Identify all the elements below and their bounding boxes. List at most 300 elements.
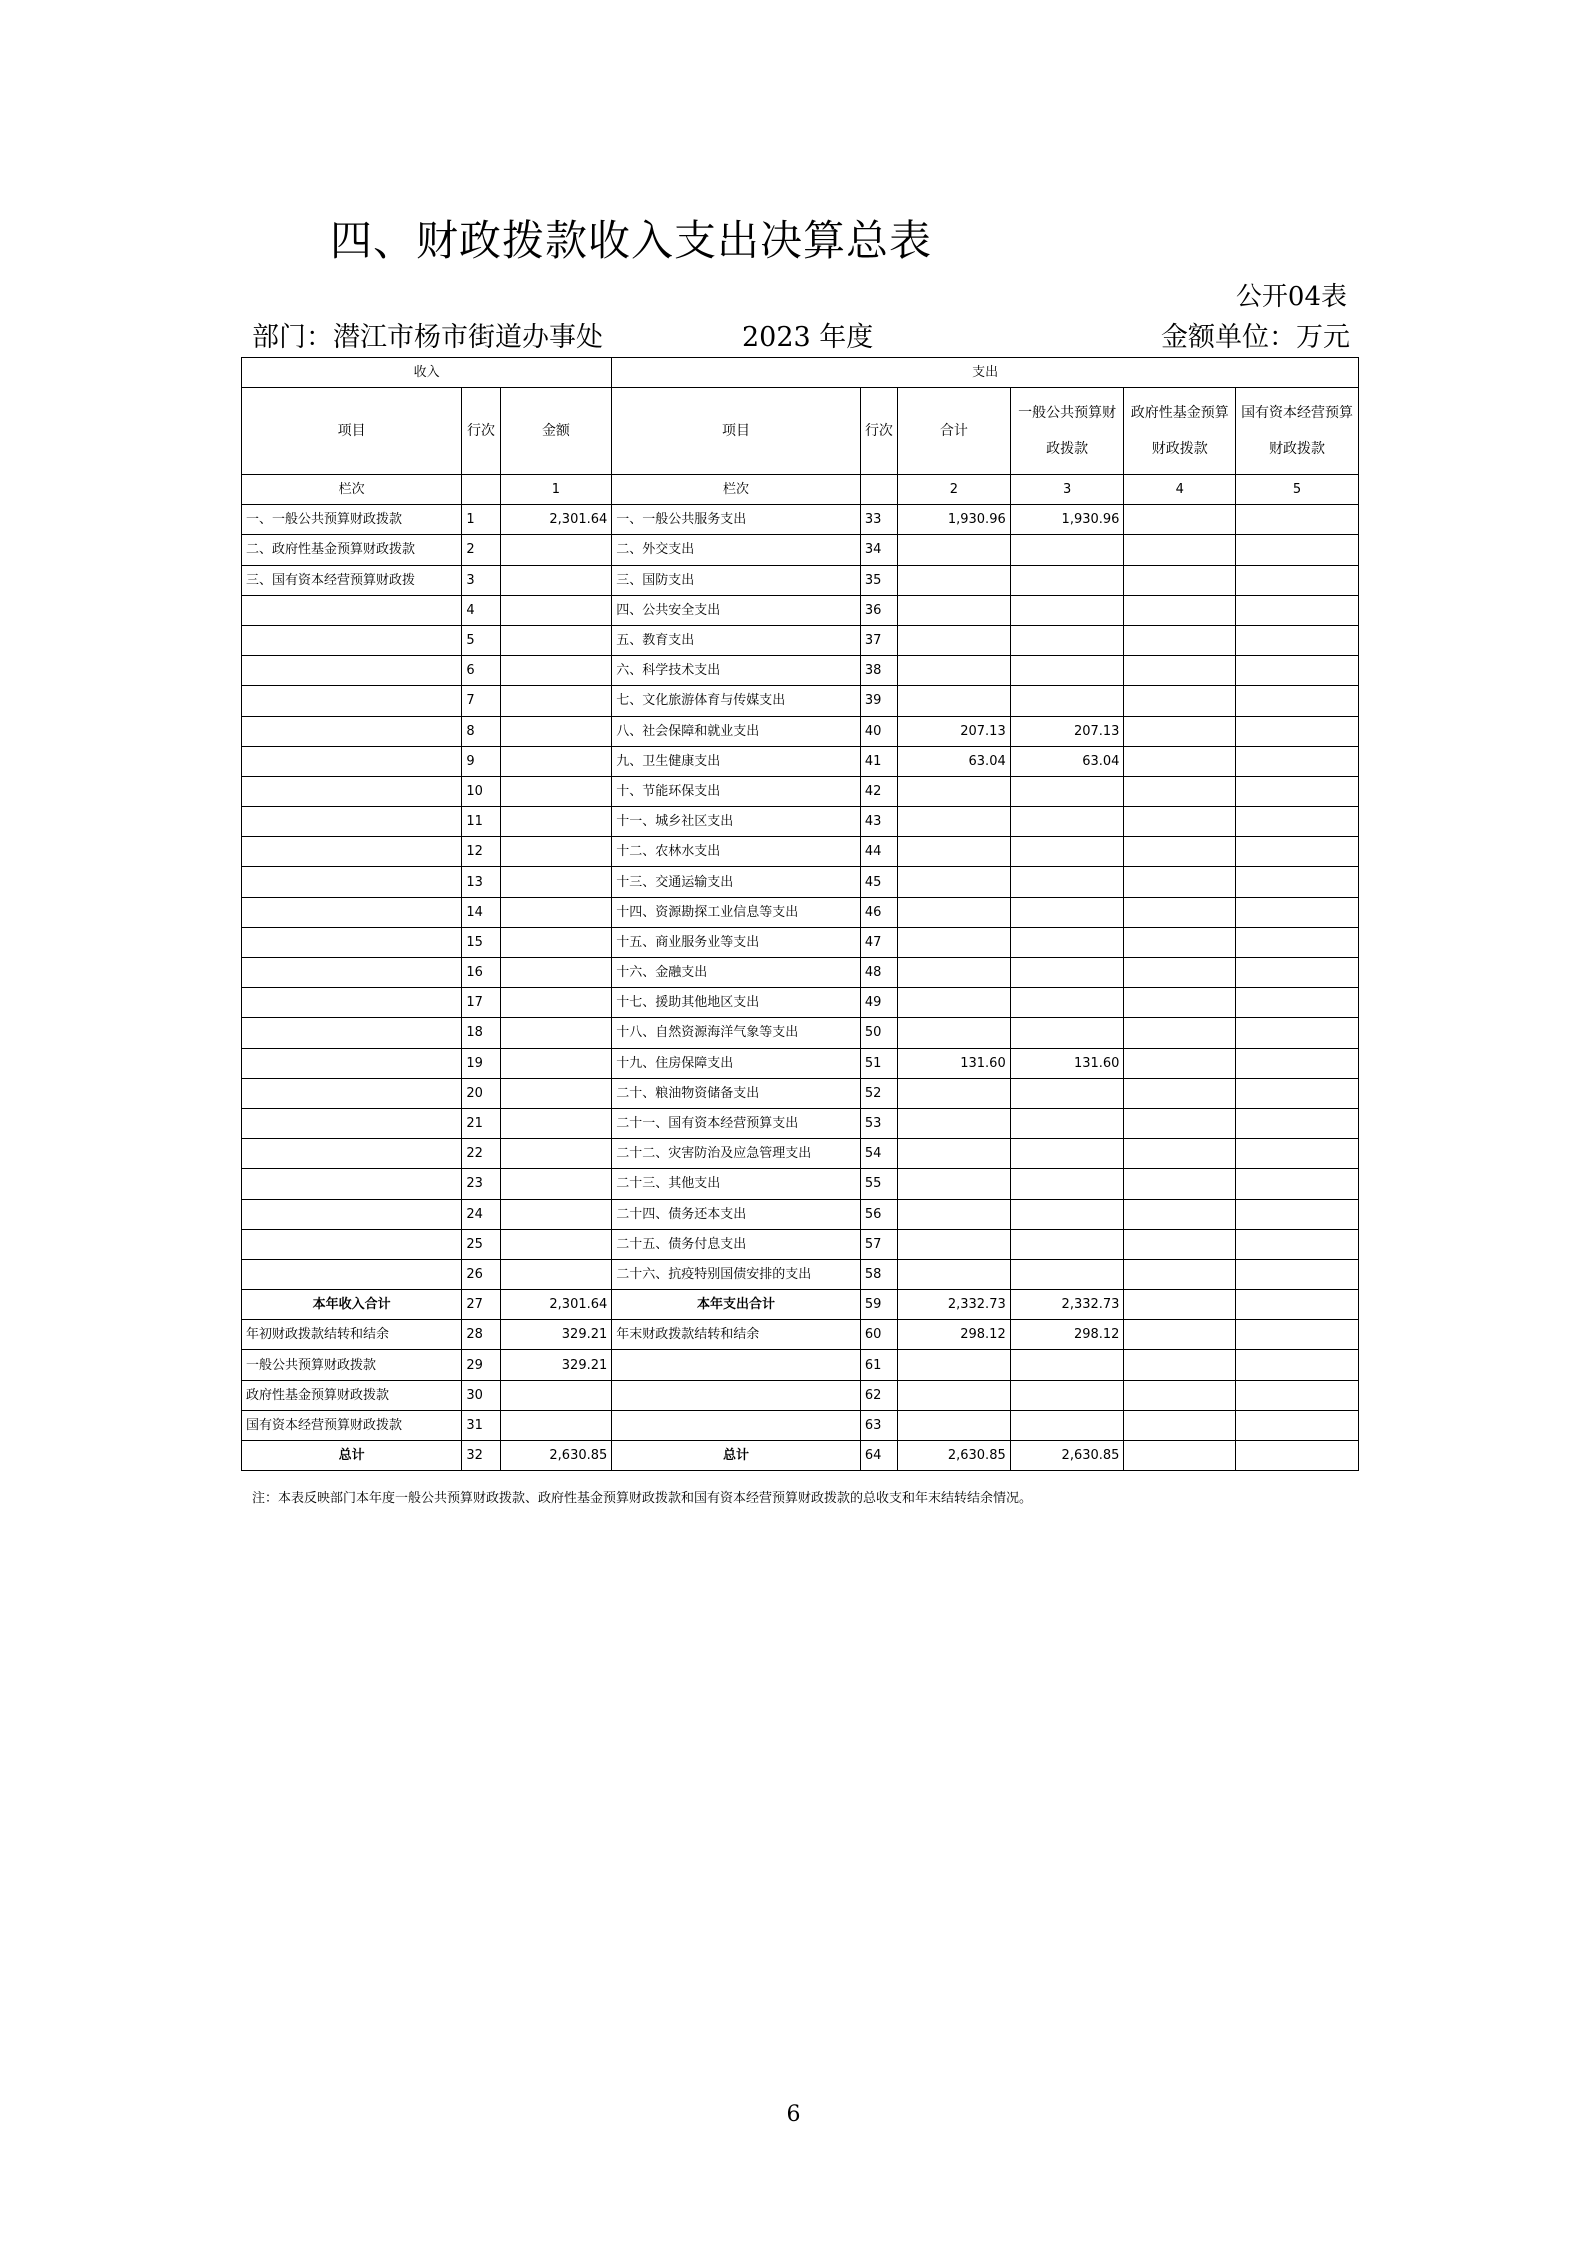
expense-seq-cell: 61 xyxy=(860,1350,897,1380)
income-seq-cell: 15 xyxy=(462,927,500,957)
expense-total-cell xyxy=(898,897,1011,927)
table-row xyxy=(242,1108,1359,1138)
expense-state-cell xyxy=(1236,686,1359,716)
expense-item-cell: 五、教育支出 xyxy=(612,625,861,655)
expense-fund-cell xyxy=(1124,867,1236,897)
table-row xyxy=(242,1259,1359,1289)
page-number: 6 xyxy=(786,2102,801,2127)
expense-general-cell xyxy=(1010,1199,1124,1229)
expense-state-cell xyxy=(1236,867,1359,897)
expense-item-cell: 六、科学技术支出 xyxy=(612,656,861,686)
expense-seq-cell: 51 xyxy=(860,1048,897,1078)
income-item-cell: 政府性基金预算财政拨款 xyxy=(242,1380,462,1410)
expense-total-cell: 63.04 xyxy=(898,746,1011,776)
expense-state-cell xyxy=(1236,1320,1359,1350)
expense-seq-cell: 57 xyxy=(860,1229,897,1259)
expense-general-cell xyxy=(1010,807,1124,837)
table-row xyxy=(242,867,1359,897)
expense-state-cell xyxy=(1236,1229,1359,1259)
income-item-cell xyxy=(242,837,462,867)
income-amount-cell xyxy=(500,1108,612,1138)
group-header-row xyxy=(242,358,1359,388)
income-col-label: 栏次 xyxy=(242,475,462,505)
expense-state-cell xyxy=(1236,1078,1359,1108)
expense-state-cell xyxy=(1236,1169,1359,1199)
income-item-cell xyxy=(242,1078,462,1108)
income-seq-cell: 3 xyxy=(462,565,500,595)
income-seq-cell: 1 xyxy=(462,505,500,535)
expense-general-cell xyxy=(1010,595,1124,625)
table-row xyxy=(242,1410,1359,1440)
expense-fund-cell xyxy=(1124,988,1236,1018)
col-index-1: 1 xyxy=(500,475,612,505)
table-row xyxy=(242,927,1359,957)
expense-seq-cell: 54 xyxy=(860,1139,897,1169)
expense-seq-cell: 44 xyxy=(860,837,897,867)
expense-item-cell: 十、节能环保支出 xyxy=(612,776,861,806)
table-row xyxy=(242,535,1359,565)
expense-state-cell xyxy=(1236,1048,1359,1078)
expense-seq-cell: 34 xyxy=(860,535,897,565)
expense-item-header: 项目 xyxy=(612,388,861,475)
expense-fund-cell xyxy=(1124,1259,1236,1289)
expense-state-cell xyxy=(1236,1108,1359,1138)
income-seq-cell: 25 xyxy=(462,1229,500,1259)
table-row xyxy=(242,1380,1359,1410)
expense-fund-cell xyxy=(1124,1229,1236,1259)
expense-state-cell xyxy=(1236,595,1359,625)
expense-item-cell: 三、国防支出 xyxy=(612,565,861,595)
income-amount-cell xyxy=(500,958,612,988)
income-seq-cell: 19 xyxy=(462,1048,500,1078)
income-seq-cell: 9 xyxy=(462,746,500,776)
expense-item-cell: 十二、农林水支出 xyxy=(612,837,861,867)
income-seq-cell: 13 xyxy=(462,867,500,897)
expense-seq-header: 行次 xyxy=(860,388,897,475)
table-row xyxy=(242,1139,1359,1169)
expense-fund-cell xyxy=(1124,1169,1236,1199)
expense-item-cell: 四、公共安全支出 xyxy=(612,595,861,625)
expense-fund-cell xyxy=(1124,1380,1236,1410)
expense-general-cell xyxy=(1010,1018,1124,1048)
income-item-cell xyxy=(242,807,462,837)
expense-total-cell: 2,630.85 xyxy=(898,1441,1011,1471)
expense-seq-cell: 59 xyxy=(860,1290,897,1320)
expense-item-cell: 十一、城乡社区支出 xyxy=(612,807,861,837)
income-seq-cell: 10 xyxy=(462,776,500,806)
income-item-cell xyxy=(242,927,462,957)
form-number: 公开04表 xyxy=(1235,282,1347,312)
expense-state-cell xyxy=(1236,1139,1359,1169)
income-item-cell xyxy=(242,1169,462,1199)
col-index-4: 4 xyxy=(1124,475,1236,505)
expense-fund-cell xyxy=(1124,1320,1236,1350)
income-seq-cell: 7 xyxy=(462,686,500,716)
expense-general-cell xyxy=(1010,1410,1124,1440)
income-seq-cell: 14 xyxy=(462,897,500,927)
expense-state-cell xyxy=(1236,1410,1359,1440)
income-seq-cell: 32 xyxy=(462,1441,500,1471)
income-item-cell xyxy=(242,595,462,625)
table-row xyxy=(242,1320,1359,1350)
column-index-row xyxy=(242,475,1359,505)
income-seq-cell: 4 xyxy=(462,595,500,625)
income-item-cell xyxy=(242,776,462,806)
income-item-cell xyxy=(242,625,462,655)
expense-item-cell: 二、外交支出 xyxy=(612,535,861,565)
expense-seq-index xyxy=(860,475,897,505)
income-amount-cell xyxy=(500,1410,612,1440)
income-seq-cell: 31 xyxy=(462,1410,500,1440)
expense-general-cell xyxy=(1010,1380,1124,1410)
expense-item-cell xyxy=(612,1350,861,1380)
expense-general-cell xyxy=(1010,1350,1124,1380)
income-item-cell: 一般公共预算财政拨款 xyxy=(242,1350,462,1380)
income-amount-cell xyxy=(500,807,612,837)
income-item-cell xyxy=(242,686,462,716)
expense-state-cell xyxy=(1236,1259,1359,1289)
expense-fund-cell xyxy=(1124,505,1236,535)
expense-group-header: 支出 xyxy=(612,358,1359,388)
expense-total-cell xyxy=(898,837,1011,867)
expense-total-cell xyxy=(898,595,1011,625)
expense-total-cell xyxy=(898,1229,1011,1259)
income-amount-cell xyxy=(500,1078,612,1108)
income-amount-cell: 2,301.64 xyxy=(500,1290,612,1320)
expense-item-cell: 十九、住房保障支出 xyxy=(612,1048,861,1078)
expense-state-cell xyxy=(1236,565,1359,595)
expense-state-cell xyxy=(1236,776,1359,806)
table-row xyxy=(242,505,1359,535)
expense-general-cell: 131.60 xyxy=(1010,1048,1124,1078)
expense-seq-cell: 33 xyxy=(860,505,897,535)
income-amount-cell xyxy=(500,927,612,957)
income-item-cell xyxy=(242,867,462,897)
expense-item-cell: 八、社会保障和就业支出 xyxy=(612,716,861,746)
expense-state-cell xyxy=(1236,1018,1359,1048)
expense-total-cell xyxy=(898,776,1011,806)
expense-item-cell: 十六、金融支出 xyxy=(612,958,861,988)
table-row xyxy=(242,1018,1359,1048)
expense-total-cell xyxy=(898,807,1011,837)
income-amount-cell: 329.21 xyxy=(500,1350,612,1380)
expense-seq-cell: 50 xyxy=(860,1018,897,1048)
income-seq-cell: 18 xyxy=(462,1018,500,1048)
expense-general-cell: 2,332.73 xyxy=(1010,1290,1124,1320)
expense-state-cell xyxy=(1236,1290,1359,1320)
table-row xyxy=(242,716,1359,746)
expense-seq-cell: 38 xyxy=(860,656,897,686)
income-item-cell xyxy=(242,1199,462,1229)
expense-total-cell xyxy=(898,958,1011,988)
income-seq-cell: 2 xyxy=(462,535,500,565)
expense-general-cell xyxy=(1010,1259,1124,1289)
expense-state-cell xyxy=(1236,927,1359,957)
income-amount-cell xyxy=(500,867,612,897)
income-item-cell: 一、一般公共预算财政拨款 xyxy=(242,505,462,535)
expense-total-cell xyxy=(898,1108,1011,1138)
expense-item-cell: 七、文化旅游体育与传媒支出 xyxy=(612,686,861,716)
expense-seq-cell: 64 xyxy=(860,1441,897,1471)
expense-total-cell: 131.60 xyxy=(898,1048,1011,1078)
col-index-3: 3 xyxy=(1010,475,1124,505)
expense-fund-cell xyxy=(1124,535,1236,565)
income-item-header: 项目 xyxy=(242,388,462,475)
income-item-cell xyxy=(242,958,462,988)
table-row xyxy=(242,776,1359,806)
expense-seq-cell: 58 xyxy=(860,1259,897,1289)
income-amount-cell xyxy=(500,776,612,806)
expense-item-cell: 十七、援助其他地区支出 xyxy=(612,988,861,1018)
expense-fund-cell xyxy=(1124,686,1236,716)
expense-total-cell xyxy=(898,1139,1011,1169)
income-item-cell xyxy=(242,1229,462,1259)
income-seq-cell: 22 xyxy=(462,1139,500,1169)
income-item-cell xyxy=(242,1048,462,1078)
income-seq-cell: 6 xyxy=(462,656,500,686)
expense-fund-cell xyxy=(1124,1290,1236,1320)
income-seq-header: 行次 xyxy=(462,388,500,475)
income-amount-cell xyxy=(500,1229,612,1259)
expense-item-cell: 十四、资源勘探工业信息等支出 xyxy=(612,897,861,927)
col-index-5: 5 xyxy=(1236,475,1359,505)
expense-total-cell xyxy=(898,686,1011,716)
expense-fund-cell xyxy=(1124,837,1236,867)
income-amount-cell: 2,630.85 xyxy=(500,1441,612,1471)
table-row xyxy=(242,1229,1359,1259)
expense-fund-cell xyxy=(1124,1108,1236,1138)
table-row xyxy=(242,1199,1359,1229)
expense-fund-cell xyxy=(1124,1199,1236,1229)
expense-general-cell xyxy=(1010,656,1124,686)
expense-seq-cell: 56 xyxy=(860,1199,897,1229)
expense-item-cell xyxy=(612,1410,861,1440)
expense-state-cell xyxy=(1236,897,1359,927)
income-amount-cell xyxy=(500,1259,612,1289)
income-amount-cell xyxy=(500,746,612,776)
expense-state-cell xyxy=(1236,988,1359,1018)
income-seq-cell: 5 xyxy=(462,625,500,655)
income-amount-cell xyxy=(500,1169,612,1199)
income-amount-cell xyxy=(500,535,612,565)
expense-seq-cell: 49 xyxy=(860,988,897,1018)
unit-label: 金额单位：万元 xyxy=(1161,322,1350,353)
expense-state-cell xyxy=(1236,746,1359,776)
expense-fund-cell xyxy=(1124,565,1236,595)
expense-item-cell: 十三、交通运输支出 xyxy=(612,867,861,897)
income-item-cell xyxy=(242,1259,462,1289)
income-amount-header: 金额 xyxy=(500,388,612,475)
expense-state-cell xyxy=(1236,656,1359,686)
income-item-cell xyxy=(242,897,462,927)
expense-total-cell xyxy=(898,656,1011,686)
income-item-cell: 国有资本经营预算财政拨款 xyxy=(242,1410,462,1440)
expense-state-cell xyxy=(1236,1441,1359,1471)
income-seq-cell: 21 xyxy=(462,1108,500,1138)
expense-fund-cell xyxy=(1124,1139,1236,1169)
income-item-cell: 三、国有资本经营预算财政拨 xyxy=(242,565,462,595)
income-seq-cell: 12 xyxy=(462,837,500,867)
expense-seq-cell: 63 xyxy=(860,1410,897,1440)
col-index-2: 2 xyxy=(898,475,1011,505)
income-amount-cell xyxy=(500,656,612,686)
income-amount-cell xyxy=(500,686,612,716)
income-item-cell: 二、政府性基金预算财政拨款 xyxy=(242,535,462,565)
expense-seq-cell: 35 xyxy=(860,565,897,595)
income-amount-cell xyxy=(500,625,612,655)
expense-fund-cell xyxy=(1124,958,1236,988)
expense-seq-cell: 52 xyxy=(860,1078,897,1108)
expense-general-cell xyxy=(1010,776,1124,806)
income-seq-cell: 8 xyxy=(462,716,500,746)
income-seq-cell: 11 xyxy=(462,807,500,837)
expense-state-cell xyxy=(1236,1380,1359,1410)
expense-seq-cell: 45 xyxy=(860,867,897,897)
expense-seq-cell: 36 xyxy=(860,595,897,625)
expense-seq-cell: 55 xyxy=(860,1169,897,1199)
income-seq-cell: 29 xyxy=(462,1350,500,1380)
income-amount-cell xyxy=(500,1199,612,1229)
expense-seq-cell: 37 xyxy=(860,625,897,655)
income-seq-cell: 26 xyxy=(462,1259,500,1289)
expense-fund-cell xyxy=(1124,1078,1236,1108)
expense-state-cell xyxy=(1236,625,1359,655)
income-seq-cell: 27 xyxy=(462,1290,500,1320)
table-row xyxy=(242,897,1359,927)
income-amount-cell xyxy=(500,1048,612,1078)
income-item-cell xyxy=(242,988,462,1018)
expense-seq-cell: 41 xyxy=(860,746,897,776)
year-label: 2023 年度 xyxy=(742,322,874,353)
expense-total-cell xyxy=(898,1380,1011,1410)
expense-fund-cell xyxy=(1124,1350,1236,1380)
column-header-row xyxy=(242,388,1359,475)
expense-seq-cell: 62 xyxy=(860,1380,897,1410)
income-amount-cell xyxy=(500,897,612,927)
expense-general-header: 一般公共预算财政拨款 xyxy=(1010,388,1124,475)
expense-fund-cell xyxy=(1124,897,1236,927)
income-seq-cell: 24 xyxy=(462,1199,500,1229)
expense-total-cell xyxy=(898,1350,1011,1380)
income-item-cell: 本年收入合计 xyxy=(242,1290,462,1320)
income-amount-cell: 329.21 xyxy=(500,1320,612,1350)
income-seq-cell: 20 xyxy=(462,1078,500,1108)
expense-general-cell: 298.12 xyxy=(1010,1320,1124,1350)
expense-state-cell xyxy=(1236,958,1359,988)
expense-general-cell: 63.04 xyxy=(1010,746,1124,776)
expense-total-cell xyxy=(898,867,1011,897)
expense-item-cell: 一、一般公共服务支出 xyxy=(612,505,861,535)
expense-seq-cell: 40 xyxy=(860,716,897,746)
table-row xyxy=(242,565,1359,595)
income-seq-cell: 17 xyxy=(462,988,500,1018)
expense-item-cell xyxy=(612,1380,861,1410)
income-seq-index xyxy=(462,475,500,505)
expense-state-cell xyxy=(1236,1199,1359,1229)
expense-general-cell xyxy=(1010,837,1124,867)
income-item-cell: 总计 xyxy=(242,1441,462,1471)
income-amount-cell xyxy=(500,837,612,867)
expense-fund-cell xyxy=(1124,1441,1236,1471)
department-label: 部门：潜江市杨市街道办事处 xyxy=(252,322,603,353)
expense-total-cell: 1,930.96 xyxy=(898,505,1011,535)
expense-item-cell: 年末财政拨款结转和结余 xyxy=(612,1320,861,1350)
expense-fund-header: 政府性基金预算财政拨款 xyxy=(1124,388,1236,475)
expense-fund-cell xyxy=(1124,595,1236,625)
expense-fund-cell xyxy=(1124,927,1236,957)
expense-state-header: 国有资本经营预算财政拨款 xyxy=(1236,388,1359,475)
table-row xyxy=(242,958,1359,988)
expense-item-cell: 本年支出合计 xyxy=(612,1290,861,1320)
income-item-cell xyxy=(242,1108,462,1138)
expense-item-cell: 二十二、灾害防治及应急管理支出 xyxy=(612,1139,861,1169)
expense-seq-cell: 53 xyxy=(860,1108,897,1138)
expense-total-cell xyxy=(898,927,1011,957)
expense-total-cell: 2,332.73 xyxy=(898,1290,1011,1320)
expense-total-cell xyxy=(898,988,1011,1018)
expense-general-cell: 2,630.85 xyxy=(1010,1441,1124,1471)
expense-general-cell xyxy=(1010,1108,1124,1138)
expense-general-cell xyxy=(1010,897,1124,927)
expense-fund-cell xyxy=(1124,1410,1236,1440)
expense-item-cell: 二十六、抗疫特别国债安排的支出 xyxy=(612,1259,861,1289)
expense-general-cell xyxy=(1010,1229,1124,1259)
expense-seq-cell: 39 xyxy=(860,686,897,716)
table-row xyxy=(242,746,1359,776)
income-seq-cell: 28 xyxy=(462,1320,500,1350)
expense-item-cell: 二十四、债务还本支出 xyxy=(612,1199,861,1229)
expense-total-cell xyxy=(898,625,1011,655)
expense-general-cell xyxy=(1010,927,1124,957)
table-row xyxy=(242,1441,1359,1471)
expense-item-cell: 九、卫生健康支出 xyxy=(612,746,861,776)
expense-seq-cell: 43 xyxy=(860,807,897,837)
expense-fund-cell xyxy=(1124,716,1236,746)
expense-general-cell xyxy=(1010,1169,1124,1199)
table-row xyxy=(242,656,1359,686)
income-amount-cell xyxy=(500,595,612,625)
expense-general-cell xyxy=(1010,565,1124,595)
table-note: 注：本表反映部门本年度一般公共预算财政拨款、政府性基金预算财政拨款和国有资本经营预算财政拨款的总收支和年末结转结余情况。 xyxy=(252,1491,1033,1506)
expense-total-cell xyxy=(898,535,1011,565)
income-amount-cell xyxy=(500,1139,612,1169)
expense-general-cell xyxy=(1010,625,1124,655)
expense-total-cell: 298.12 xyxy=(898,1320,1011,1350)
expense-general-cell xyxy=(1010,535,1124,565)
expense-total-cell xyxy=(898,1169,1011,1199)
expense-general-cell: 207.13 xyxy=(1010,716,1124,746)
expense-fund-cell xyxy=(1124,625,1236,655)
expense-item-cell: 十八、自然资源海洋气象等支出 xyxy=(612,1018,861,1048)
table-row xyxy=(242,686,1359,716)
expense-total-cell xyxy=(898,1199,1011,1229)
income-amount-cell xyxy=(500,988,612,1018)
income-item-cell xyxy=(242,746,462,776)
table-row xyxy=(242,1169,1359,1199)
table-row xyxy=(242,837,1359,867)
expense-fund-cell xyxy=(1124,1018,1236,1048)
income-amount-cell xyxy=(500,1380,612,1410)
table-row xyxy=(242,1290,1359,1320)
expense-state-cell xyxy=(1236,716,1359,746)
expense-fund-cell xyxy=(1124,746,1236,776)
expense-seq-cell: 46 xyxy=(860,897,897,927)
expense-total-cell xyxy=(898,1410,1011,1440)
appropriation-table xyxy=(241,357,1359,1471)
expense-item-cell: 二十五、债务付息支出 xyxy=(612,1229,861,1259)
expense-general-cell xyxy=(1010,867,1124,897)
table-row xyxy=(242,1048,1359,1078)
